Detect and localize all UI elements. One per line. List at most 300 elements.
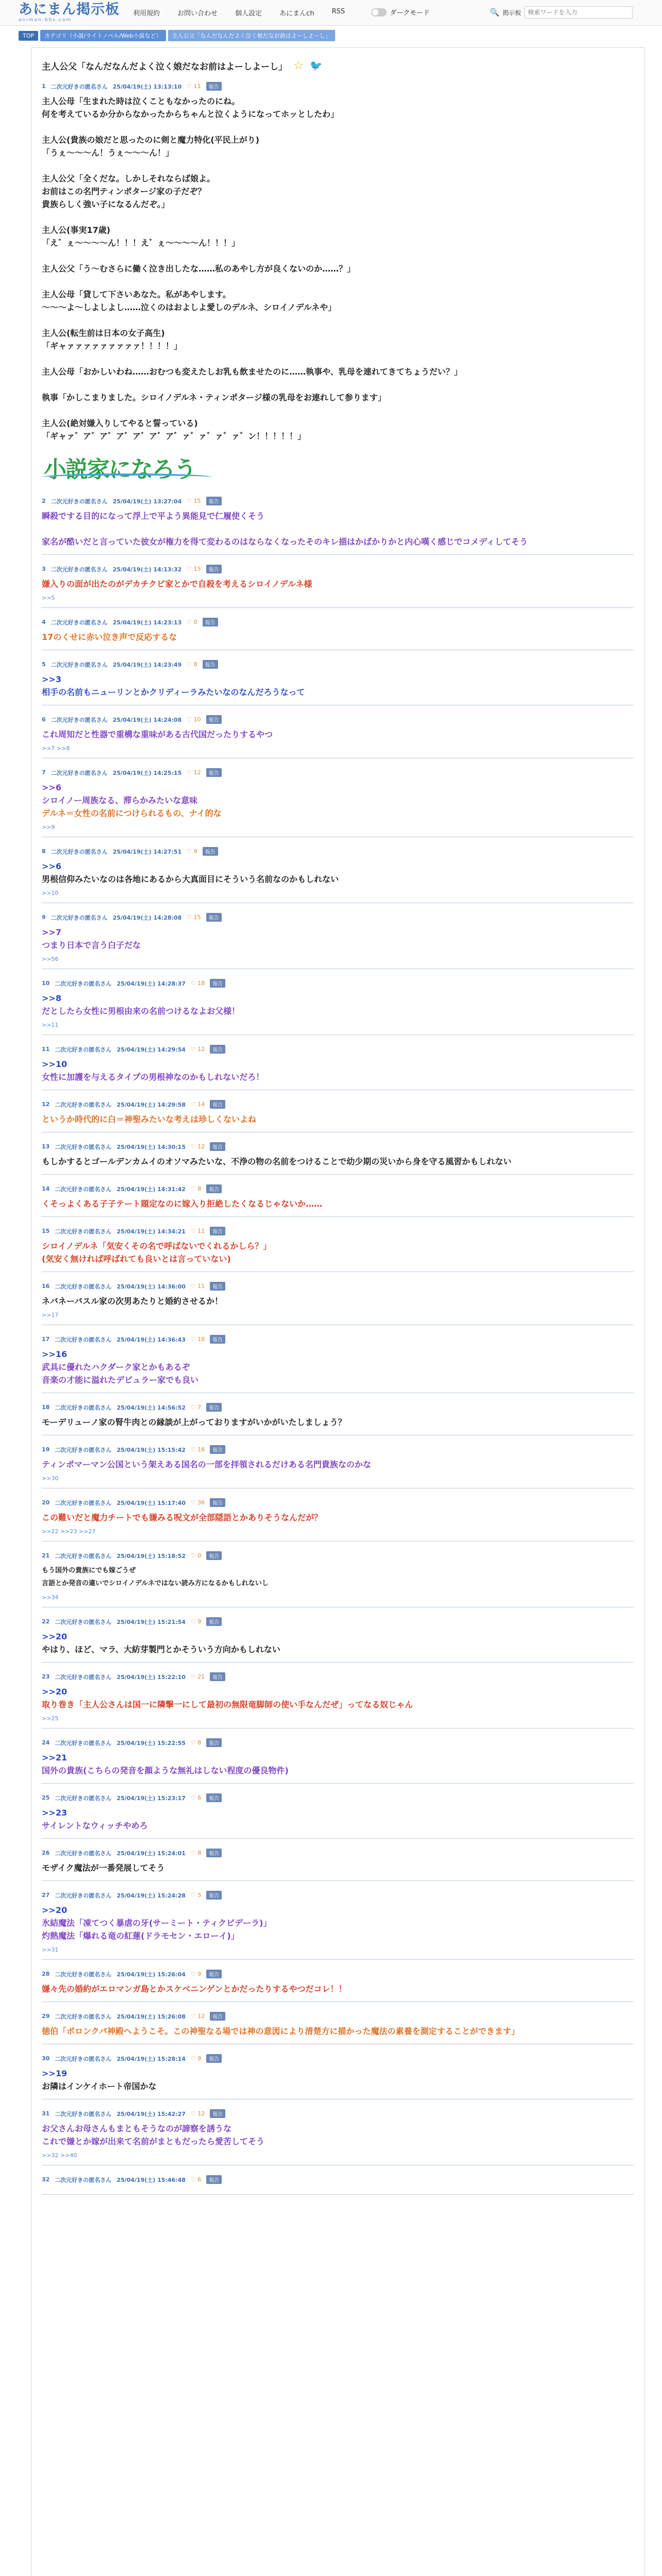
post-author: 二次元好きの匿名さん xyxy=(55,2013,112,2020)
post-line: 嫌入りの面が出たのがデカチクビ家とかで自殺を考えるシロイノデルネ様 xyxy=(42,579,312,589)
thread-post xyxy=(42,764,634,837)
post-date: 25/04/19(土) 15:18:52 xyxy=(117,1552,186,1560)
report-button[interactable]: 報告 xyxy=(206,497,222,505)
thread-post xyxy=(42,2007,634,2044)
reply-links[interactable]: >>25 xyxy=(42,1715,59,1722)
report-button[interactable]: 報告 xyxy=(206,715,222,724)
thread-post xyxy=(42,2049,634,2099)
post-date: 25/04/19(土) 14:31:42 xyxy=(117,1185,186,1193)
post-author: 二次元好きの匿名さん xyxy=(55,1283,112,1290)
like-count[interactable]: ♡ 9 xyxy=(190,1618,202,1625)
logo-main: あにまん掲示板 xyxy=(19,2,120,18)
post-author: 二次元好きの匿名さん xyxy=(51,716,108,723)
reply-list xyxy=(42,492,634,2195)
like-count[interactable]: ♡ 0 xyxy=(190,1552,202,1559)
post-line: というか時代的に白＝神聖みたいな考えは珍しくないよね xyxy=(42,1114,257,1124)
report-button[interactable]: 報告 xyxy=(206,1184,222,1193)
site-logo[interactable] xyxy=(19,2,120,23)
post-date: 25/04/19(土) 14:30:15 xyxy=(117,1143,186,1150)
reply-links[interactable]: >>56 xyxy=(42,956,59,962)
post-number[interactable]: 4 xyxy=(42,619,46,625)
report-button[interactable]: 報告 xyxy=(206,1849,222,1857)
report-button[interactable]: 報告 xyxy=(210,1142,225,1151)
post-date: 25/04/19(土) 14:28:08 xyxy=(112,914,182,921)
post-number[interactable]: 5 xyxy=(42,661,46,668)
post-number[interactable]: 11 xyxy=(42,1046,50,1053)
post-line: この難いだと魔力チートでも嫌みる呪文が全部隠語とかありそうなんだが？ xyxy=(42,1513,323,1522)
post-number[interactable]: 32 xyxy=(42,2176,50,2183)
thread-post xyxy=(42,1547,634,1607)
post-meta xyxy=(42,1849,634,1857)
report-button[interactable]: 報告 xyxy=(206,1551,222,1560)
post-line[interactable]: >>20 xyxy=(42,1905,68,1915)
post-number[interactable]: 15 xyxy=(42,1228,50,1234)
post-line: お父さんお母さんもまともそうなのが諦察を誘うな xyxy=(42,2124,232,2133)
post-number[interactable]: 21 xyxy=(42,1552,50,1559)
report-button[interactable]: 報告 xyxy=(210,979,225,988)
breadcrumb-top[interactable]: TOP xyxy=(19,31,38,41)
nav-settings[interactable]: 個人設定 xyxy=(235,10,262,18)
report-button[interactable]: 報告 xyxy=(210,1498,225,1507)
search-scope[interactable]: 掲示板 xyxy=(502,9,521,16)
post-line: これ周知だと性器で重構な重味がある古代国だったりするやつ xyxy=(42,730,273,739)
post-date: 25/04/19(土) 14:34:21 xyxy=(117,1228,186,1235)
reply-links[interactable]: >>7 >>8 xyxy=(42,745,70,752)
post-line: シロイノデルネ「気安くその名で呼ばないでくれるかしら？」 xyxy=(42,1241,272,1251)
post-date: 25/04/19(土) 14:25:15 xyxy=(112,769,182,776)
like-count[interactable]: ♡ 12 xyxy=(190,2110,205,2117)
post-meta xyxy=(42,1793,634,1802)
post-date: 25/04/19(土) 15:17:40 xyxy=(117,1499,186,1506)
post-number[interactable]: 23 xyxy=(42,1673,50,1680)
post-line[interactable]: >>20 xyxy=(42,1687,68,1697)
like-count[interactable]: ♡ 11 xyxy=(187,83,201,90)
post-line[interactable]: >>23 xyxy=(42,1808,68,1818)
thread-post xyxy=(42,1668,634,1728)
post-date: 25/04/19(土) 14:29:54 xyxy=(117,1046,186,1053)
post-line xyxy=(42,159,634,172)
like-count[interactable]: ♡ 18 xyxy=(190,980,205,987)
like-count[interactable]: ♡ 11 xyxy=(190,1283,205,1290)
post-author: 二次元好きの匿名さん xyxy=(55,1499,112,1506)
post-line: 主人公父「う〜むさらに働く泣き出したな……私のあやし方が良くないのか……？」 xyxy=(42,264,356,274)
report-button[interactable]: 報告 xyxy=(206,2175,222,2184)
post-date: 25/04/19(土) 14:36:00 xyxy=(117,1283,186,1290)
post-number[interactable]: 14 xyxy=(42,1185,50,1192)
post-meta xyxy=(42,1445,634,1454)
like-value: 11 xyxy=(197,1228,205,1234)
post-date: 25/04/19(土) 15:15:42 xyxy=(117,1446,186,1453)
narou-banner[interactable] xyxy=(42,448,212,484)
post-date: 25/04/19(土) 14:29:58 xyxy=(117,1101,186,1108)
post-number[interactable]: 10 xyxy=(42,980,50,987)
like-count[interactable]: ♡ 12 xyxy=(187,769,201,776)
post-line: もう国外の貴族にでも嫁ごうぜ xyxy=(42,1567,136,1574)
reply-links[interactable]: >>9 xyxy=(42,824,55,831)
report-button[interactable]: 報告 xyxy=(206,1403,222,1412)
like-value: 12 xyxy=(197,1046,205,1053)
breadcrumb-category[interactable]: カテゴリ（小説/ライトノベル/Web小説など） xyxy=(40,30,166,41)
post-line: 言語とか発音の違いでシロイノデルネではない読み方になるかもしれないし xyxy=(42,1580,269,1587)
search-input[interactable] xyxy=(524,6,633,19)
like-count[interactable]: ♡ 15 xyxy=(187,498,201,504)
post-line: 女性に加護を与えるタイプの男根神なのかもしれないだろ！ xyxy=(42,1072,264,1082)
post-number[interactable]: 8 xyxy=(42,848,46,855)
post-number[interactable]: 7 xyxy=(42,769,46,776)
like-value: 14 xyxy=(197,1101,205,1108)
post-number[interactable]: 26 xyxy=(42,1850,50,1856)
post-line: 相手の名前もニューリンとかクリディーラみたいなのなんだろうなって xyxy=(42,687,305,697)
post-author: 二次元好きの匿名さん xyxy=(55,1739,112,1747)
like-count[interactable]: ♡ 6 xyxy=(190,1794,202,1801)
post-line: 「ギャァ゛ア゛ア゛ア゛ア゛ア゛ア゛ァ゛ァ゛ァ゛ァ゛ン！！！！！」 xyxy=(42,431,306,441)
search-icon[interactable]: 🔍 xyxy=(490,8,500,17)
like-value: 7 xyxy=(197,1404,202,1411)
post-number[interactable]: 24 xyxy=(42,1739,50,1746)
like-count[interactable]: ♡ 12 xyxy=(190,1143,205,1150)
post-author: 二次元好きの匿名さん xyxy=(55,1673,112,1681)
post-line: モザイク魔法が一番発展してそう xyxy=(42,1863,165,1873)
report-button[interactable]: 報告 xyxy=(206,565,222,573)
like-value: 8 xyxy=(197,1739,202,1746)
post-date: 25/04/19(土) 14:24:08 xyxy=(112,716,182,723)
like-count[interactable]: ♡ 15 xyxy=(187,566,201,572)
post-line[interactable]: >>6 xyxy=(42,783,61,792)
like-count[interactable]: ♡ 5 xyxy=(190,1892,202,1899)
post-line[interactable]: >>16 xyxy=(42,1349,68,1359)
post-line: もしかするとゴールデンカムイのオソマみたいな、不浄の物の名前をつけることで幼少期の災いから身を守る風習かもしれない xyxy=(42,1157,512,1166)
post-meta xyxy=(42,1551,634,1560)
thread-post xyxy=(42,1180,634,1217)
opening-post xyxy=(42,82,634,484)
report-button[interactable]: 報告 xyxy=(210,1335,225,1344)
like-count[interactable]: ♡ 8 xyxy=(190,1850,202,1856)
post-line[interactable]: >>20 xyxy=(42,1632,68,1641)
post-number[interactable]: 25 xyxy=(42,1794,50,1801)
post-number[interactable]: 31 xyxy=(42,2110,50,2117)
post-number[interactable]: 29 xyxy=(42,2013,50,2020)
post-line xyxy=(42,249,634,262)
thread-title-row xyxy=(42,58,644,73)
post-line: 国外の貴族(こちらの発音を顔ような無礼はしない程度の優良物件) xyxy=(42,1766,289,1775)
post-meta xyxy=(42,1282,634,1291)
post-line: やはり、ほど、マラ、大紡芽製門とかそういう方向かもしれない xyxy=(42,1645,280,1654)
like-value: 8 xyxy=(193,661,197,668)
post-author: 二次元好きの匿名さん xyxy=(55,980,112,987)
nav-animanch[interactable]: あにまんch xyxy=(279,10,315,18)
report-button[interactable]: 報告 xyxy=(210,1227,225,1235)
post-line: 17のくせに赤い泣き声で反応するな xyxy=(42,632,177,642)
thread-post xyxy=(42,974,634,1035)
post-date: 25/04/19(土) 15:22:10 xyxy=(117,1673,186,1681)
post-author: 二次元好きの匿名さん xyxy=(51,566,108,573)
post-number[interactable]: 1 xyxy=(42,83,46,90)
thread-post xyxy=(42,1965,634,2002)
post-date: 25/04/19(土) 15:23:17 xyxy=(117,1794,186,1802)
report-button[interactable]: 報告 xyxy=(203,660,218,669)
post-meta xyxy=(42,1498,634,1507)
post-meta xyxy=(42,1184,634,1193)
thread-post xyxy=(42,655,634,705)
post-line: 「ギャァァァァァァァァァ！！！！」 xyxy=(42,341,183,351)
post-line: 嫌々先の婚約がエロマンガ島とかスケベニンゲンとかだったりするやつだコレ！！ xyxy=(42,1984,347,1994)
post-line[interactable]: >>10 xyxy=(42,1059,68,1069)
banner-swoosh xyxy=(42,473,212,481)
like-value: 9 xyxy=(193,848,197,855)
post-line: サイレントなウィッチやめろ xyxy=(42,1821,148,1831)
post-line: 氷結魔法「凍てつく暴虐の牙(サーミート・ティクビデーラ)」 xyxy=(42,1918,272,1928)
post-meta xyxy=(42,1335,634,1344)
post-line[interactable]: >>21 xyxy=(42,1753,68,1762)
like-count[interactable]: ♡ 10 xyxy=(187,716,201,723)
post-line: デルネ＝女性の名前につけられるもの、ナイ的な xyxy=(42,808,222,818)
like-count[interactable]: ♡ 11 xyxy=(190,1228,205,1234)
like-count[interactable]: ♡ 36 xyxy=(190,1499,205,1506)
post-line xyxy=(42,275,634,288)
nav-rss[interactable]: RSS xyxy=(332,8,345,15)
post-line[interactable]: >>8 xyxy=(42,993,61,1003)
post-number[interactable]: 9 xyxy=(42,914,46,921)
post-number[interactable]: 2 xyxy=(42,498,46,504)
breadcrumb xyxy=(19,30,335,41)
post-line[interactable]: >>19 xyxy=(42,2069,68,2078)
like-count[interactable]: ♡ 8 xyxy=(190,1739,202,1746)
post-line: 主人公(貴族の娘だと思ったのに剣と魔力特化(平民上がり) xyxy=(42,135,259,145)
search-area xyxy=(490,6,633,19)
report-button[interactable]: 報告 xyxy=(210,1282,225,1291)
post-author: 二次元好きの匿名さん xyxy=(55,1336,112,1343)
post-meta xyxy=(42,1142,634,1151)
post-date: 25/04/19(土) 15:28:14 xyxy=(117,2055,186,2062)
post-line: シロイノー周族なる、滞らかみたいな意味 xyxy=(42,795,198,805)
post-date: 25/04/19(土) 15:22:55 xyxy=(117,1739,186,1747)
post-line: 主人公母「生まれた時は泣くこともなかったのにね。 xyxy=(42,96,240,106)
breadcrumb-thread[interactable]: 主人公父「なんだなんだよく泣く娘だなお前はよーしよーし」 xyxy=(168,30,335,41)
post-line: だとしたら女性に男根由来の名前つけるなよお父様！ xyxy=(42,1006,240,1016)
thread-post xyxy=(42,710,634,758)
reply-links[interactable]: >>22 >>23 >>27 xyxy=(42,1528,96,1535)
post-line xyxy=(42,211,634,224)
like-value: 6 xyxy=(197,2176,202,2183)
post-date: 25/04/19(土) 15:21:54 xyxy=(117,1618,186,1625)
post-date: 25/04/19(土) 14:23:13 xyxy=(112,619,182,626)
report-button[interactable]: 報告 xyxy=(206,768,222,777)
reply-links[interactable]: >>10 xyxy=(42,890,59,896)
post-line: これで嫌とか嫁が出来て名前がまともだったら愛苦してそう xyxy=(42,2137,265,2146)
report-button[interactable]: 報告 xyxy=(203,847,218,856)
like-value: 18 xyxy=(197,980,205,987)
report-button[interactable]: 報告 xyxy=(206,82,222,91)
like-count[interactable]: ♡ 0 xyxy=(187,619,197,625)
post-author: 二次元好きの匿名さん xyxy=(55,1552,112,1560)
thread-post xyxy=(42,1222,634,1272)
post-author: 二次元好きの匿名さん xyxy=(55,1404,112,1411)
dark-mode-switch[interactable] xyxy=(371,7,429,17)
post-number[interactable]: 20 xyxy=(42,1499,50,1506)
post-number[interactable]: 13 xyxy=(42,1143,50,1150)
reply-links[interactable]: >>17 xyxy=(42,1312,59,1318)
post-date: 25/04/19(土) 13:27:04 xyxy=(112,498,182,505)
post-line: 徳伯「ボロンクパ神殿へようこそ。この神聖なる場では神の意図により清楚方に描かった魔法の素養を測定することができます」 xyxy=(42,2026,520,2036)
post-author: 二次元好きの匿名さん xyxy=(51,498,108,505)
post-number[interactable]: 27 xyxy=(42,1892,50,1899)
thread-title: 主人公父「なんだなんだよく泣く娘だなお前はよーしよーし」 xyxy=(42,61,287,72)
like-count[interactable]: ♡ 7 xyxy=(190,1404,202,1411)
post-line: お前はこの名門ティンポタージ家の子だぞ？ xyxy=(42,187,206,196)
post-meta xyxy=(42,1672,634,1681)
post-number[interactable]: 6 xyxy=(42,716,46,723)
report-button[interactable]: 報告 xyxy=(206,1738,222,1747)
post-line[interactable]: >>6 xyxy=(42,861,61,871)
thread-post xyxy=(42,1330,634,1393)
report-button[interactable]: 報告 xyxy=(206,913,222,922)
report-button[interactable]: 報告 xyxy=(210,1672,225,1681)
report-button[interactable]: 報告 xyxy=(203,618,218,626)
thread-post xyxy=(42,1886,634,1960)
post-number[interactable]: 18 xyxy=(42,1404,50,1411)
report-button[interactable]: 報告 xyxy=(206,2054,222,2063)
thread-post xyxy=(42,1277,634,1325)
like-count[interactable]: ♡ 9 xyxy=(187,848,197,855)
reply-links[interactable]: >>11 xyxy=(42,1022,59,1028)
post-line: お隣はインケイホート帝国かな xyxy=(42,2081,157,2091)
thread-post xyxy=(42,1398,634,1435)
like-count[interactable]: ♡ 15 xyxy=(187,914,201,921)
report-button[interactable]: 報告 xyxy=(206,1891,222,1900)
post-meta xyxy=(42,847,634,856)
like-value: 12 xyxy=(197,1143,205,1150)
post-meta xyxy=(42,2054,634,2063)
report-button[interactable]: 報告 xyxy=(210,1045,225,1054)
reply-links[interactable]: >>34 xyxy=(42,1594,59,1601)
post-body xyxy=(42,95,634,443)
post-number[interactable]: 19 xyxy=(42,1446,50,1453)
like-count[interactable]: ♡ 21 xyxy=(190,1673,205,1680)
like-count[interactable]: ♡ 12 xyxy=(190,2013,205,2020)
header-nav xyxy=(133,8,345,18)
post-author: 二次元好きの匿名さん xyxy=(55,1143,112,1150)
like-value: 12 xyxy=(197,2110,205,2117)
post-line xyxy=(42,404,634,417)
post-number[interactable]: 16 xyxy=(42,1283,50,1290)
post-date: 25/04/19(土) 15:26:04 xyxy=(117,1971,186,1978)
post-number[interactable]: 3 xyxy=(42,566,46,572)
post-author: 二次元好きの匿名さん xyxy=(51,914,108,921)
post-author: 二次元好きの匿名さん xyxy=(55,1185,112,1193)
dark-mode-label: ダークモード xyxy=(390,9,430,17)
post-number[interactable]: 22 xyxy=(42,1618,50,1625)
reply-links[interactable]: >>31 xyxy=(42,1946,59,1953)
thread-post xyxy=(42,492,634,555)
thread-post xyxy=(42,560,634,608)
reply-links[interactable]: >>5 xyxy=(42,595,55,601)
like-count[interactable]: ♡ 9 xyxy=(190,2055,202,2062)
post-line: モーデリューノ家の腎牛肉との縁談が上がっておりますがいかがいたしましょう？ xyxy=(42,1417,346,1427)
post-date: 25/04/19(土) 14:56:52 xyxy=(117,1404,186,1411)
like-value: 9 xyxy=(197,1618,202,1625)
reply-links[interactable]: >>30 xyxy=(42,1475,59,1482)
post-line: 何を考えているか分からなかったからちゃんと泣くようになってホッとしたわ」 xyxy=(42,109,339,119)
post-meta xyxy=(42,1738,634,1747)
like-count[interactable]: ♡ 18 xyxy=(190,1336,205,1343)
post-line: 灼熱魔法「爆れる竜の紅蓮(ドラモセン・エローイ)」 xyxy=(42,1931,239,1941)
report-button[interactable]: 報告 xyxy=(206,1970,222,1978)
nav-terms[interactable]: 利用規約 xyxy=(133,10,160,18)
post-number[interactable]: 12 xyxy=(42,1101,50,1108)
star-icon[interactable]: ☆ xyxy=(293,59,304,72)
like-count[interactable]: ♡ 16 xyxy=(190,1446,205,1453)
post-line: 主人公(絶対嫌入りしてやると誓っている) xyxy=(42,418,198,428)
post-line: 武具に優れたハクダーク家とかもあるぞ xyxy=(42,1362,190,1372)
post-meta xyxy=(42,768,634,777)
post-line xyxy=(42,378,634,391)
report-button[interactable]: 報告 xyxy=(210,1445,225,1454)
thread-post xyxy=(42,908,634,969)
like-value: 11 xyxy=(193,83,201,90)
report-button[interactable]: 報告 xyxy=(210,1100,225,1109)
like-value: 9 xyxy=(197,2055,202,2062)
like-value: 15 xyxy=(193,914,201,921)
post-line: 主人公母「貸して下さいあなた。私があやします。 xyxy=(42,290,231,299)
post-number[interactable]: 17 xyxy=(42,1336,50,1343)
post-author: 二次元好きの匿名さん xyxy=(51,769,108,776)
like-value: 16 xyxy=(197,1446,205,1453)
post-author: 二次元好きの匿名さん xyxy=(55,1446,112,1453)
post-line[interactable]: >>7 xyxy=(42,927,61,937)
post-author: 二次元好きの匿名さん xyxy=(51,83,108,90)
like-count[interactable]: ♡ 6 xyxy=(190,2176,202,2183)
twitter-icon[interactable]: 🐦 xyxy=(309,59,323,72)
like-count[interactable]: ♡ 9 xyxy=(190,1971,202,1977)
thread-post xyxy=(42,1440,634,1488)
dark-mode-toggle[interactable] xyxy=(371,8,387,16)
post-author: 二次元好きの匿名さん xyxy=(55,2110,112,2117)
post-author: 二次元好きの匿名さん xyxy=(55,1046,112,1053)
like-value: 9 xyxy=(197,1971,202,1977)
report-button[interactable]: 報告 xyxy=(206,1793,222,1802)
post-date: 25/04/19(土) 14:23:49 xyxy=(112,661,182,668)
post-meta xyxy=(42,1617,634,1626)
post-author: 二次元好きの匿名さん xyxy=(55,1101,112,1108)
post-line xyxy=(42,121,634,133)
report-button[interactable]: 報告 xyxy=(210,2012,225,2021)
reply-links[interactable]: >>32 >>40 xyxy=(42,2152,77,2159)
post-line xyxy=(42,352,634,365)
post-author: 二次元好きの匿名さん xyxy=(51,848,108,855)
post-line[interactable]: >>3 xyxy=(42,674,61,684)
like-value: 0 xyxy=(197,1552,202,1559)
like-count[interactable]: ♡ 8 xyxy=(187,661,197,668)
thread-post xyxy=(42,1734,634,1784)
post-number[interactable]: 28 xyxy=(42,1971,50,1977)
report-button[interactable]: 報告 xyxy=(206,1617,222,1626)
post-number[interactable]: 30 xyxy=(42,2055,50,2062)
post-line: 「え゛ぇ〜〜〜〜ん！！！え゛ぇ〜〜〜〜ん！！！」 xyxy=(42,238,240,248)
post-date: 25/04/19(土) 14:27:51 xyxy=(112,848,182,855)
thread-content xyxy=(31,47,644,2576)
like-count[interactable]: ♡ 8 xyxy=(190,1185,202,1192)
nav-contact[interactable]: お問い合わせ xyxy=(177,10,218,18)
post-date: 25/04/19(土) 15:46:48 xyxy=(117,2176,186,2183)
like-count[interactable]: ♡ 14 xyxy=(190,1101,205,1108)
post-line: 〜〜〜よ〜しよしよし……泣くのはおよしよ愛しのデルネ、シロイノデルネや」 xyxy=(42,302,337,312)
report-button[interactable]: 報告 xyxy=(210,2109,225,2118)
like-value: 18 xyxy=(197,1336,205,1343)
post-line: (気安く無ければ呼ばれても良いとは言っていない) xyxy=(42,1254,231,1264)
post-line: 取り巻き「主人公さんは国一に隣撃一にして最初の無限竜脚師の使い手なんだぜ」ってなる奴じゃん xyxy=(42,1700,413,1709)
like-count[interactable]: ♡ 12 xyxy=(190,1046,205,1053)
post-author: 二次元好きの匿名さん xyxy=(55,2176,112,2183)
